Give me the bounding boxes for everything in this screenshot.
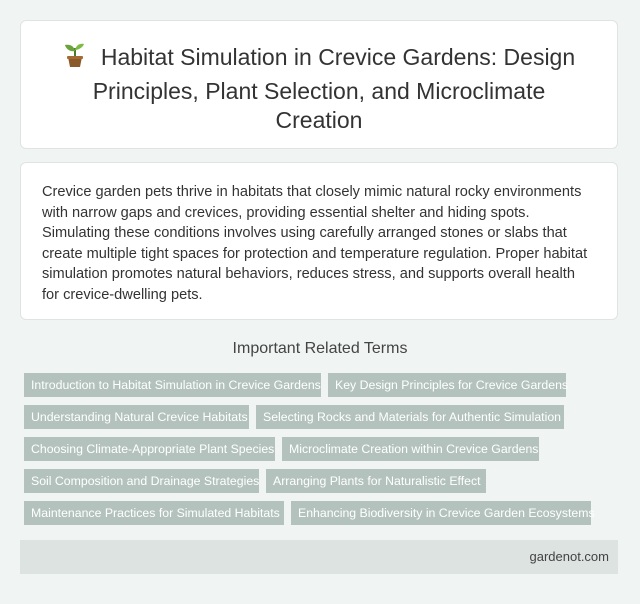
related-terms-heading: Important Related Terms (232, 340, 408, 357)
related-term-tag[interactable]: Selecting Rocks and Materials for Authentic Simulation (256, 405, 564, 429)
footer (20, 540, 618, 574)
seedling-icon (63, 43, 87, 77)
related-term-tag[interactable]: Understanding Natural Crevice Habitats (24, 405, 249, 429)
related-term-tag[interactable]: Choosing Climate-Appropriate Plant Species (24, 437, 275, 461)
related-term-tag[interactable]: Maintenance Practices for Simulated Habitats (24, 501, 284, 525)
page-title (21, 43, 617, 136)
related-term-tag[interactable]: Key Design Principles for Crevice Gardens (328, 373, 566, 397)
title-text: Habitat Simulation in Crevice Gardens: Design Principles, Plant Selection, and Microclimate Creation (92, 44, 576, 133)
related-term-tag[interactable]: Arranging Plants for Naturalistic Effect (266, 469, 486, 493)
title-card (20, 20, 618, 149)
related-term-tag[interactable]: Introduction to Habitat Simulation in Crevice Gardens (24, 373, 321, 397)
description-card (20, 162, 618, 320)
footer-site-link[interactable]: gardenot.com (529, 549, 609, 564)
related-term-tag[interactable]: Enhancing Biodiversity in Crevice Garden Ecosystems (291, 501, 591, 525)
related-term-tag[interactable]: Soil Composition and Drainage Strategies (24, 469, 259, 493)
related-term-tag[interactable]: Microclimate Creation within Crevice Gardens (282, 437, 539, 461)
description-text: Crevice garden pets thrive in habitats that closely mimic natural rocky environments with narrow gaps and crevices, providing essential shelter and hiding spots. Simulating these conditions involves using carefully arranged stones or slabs that create multiple tight spaces for protection and temperature regulation. Proper habitat simulation promotes natural behaviors, reduces stress, and supports overall health for crevice-dwelling pets. (42, 184, 588, 303)
